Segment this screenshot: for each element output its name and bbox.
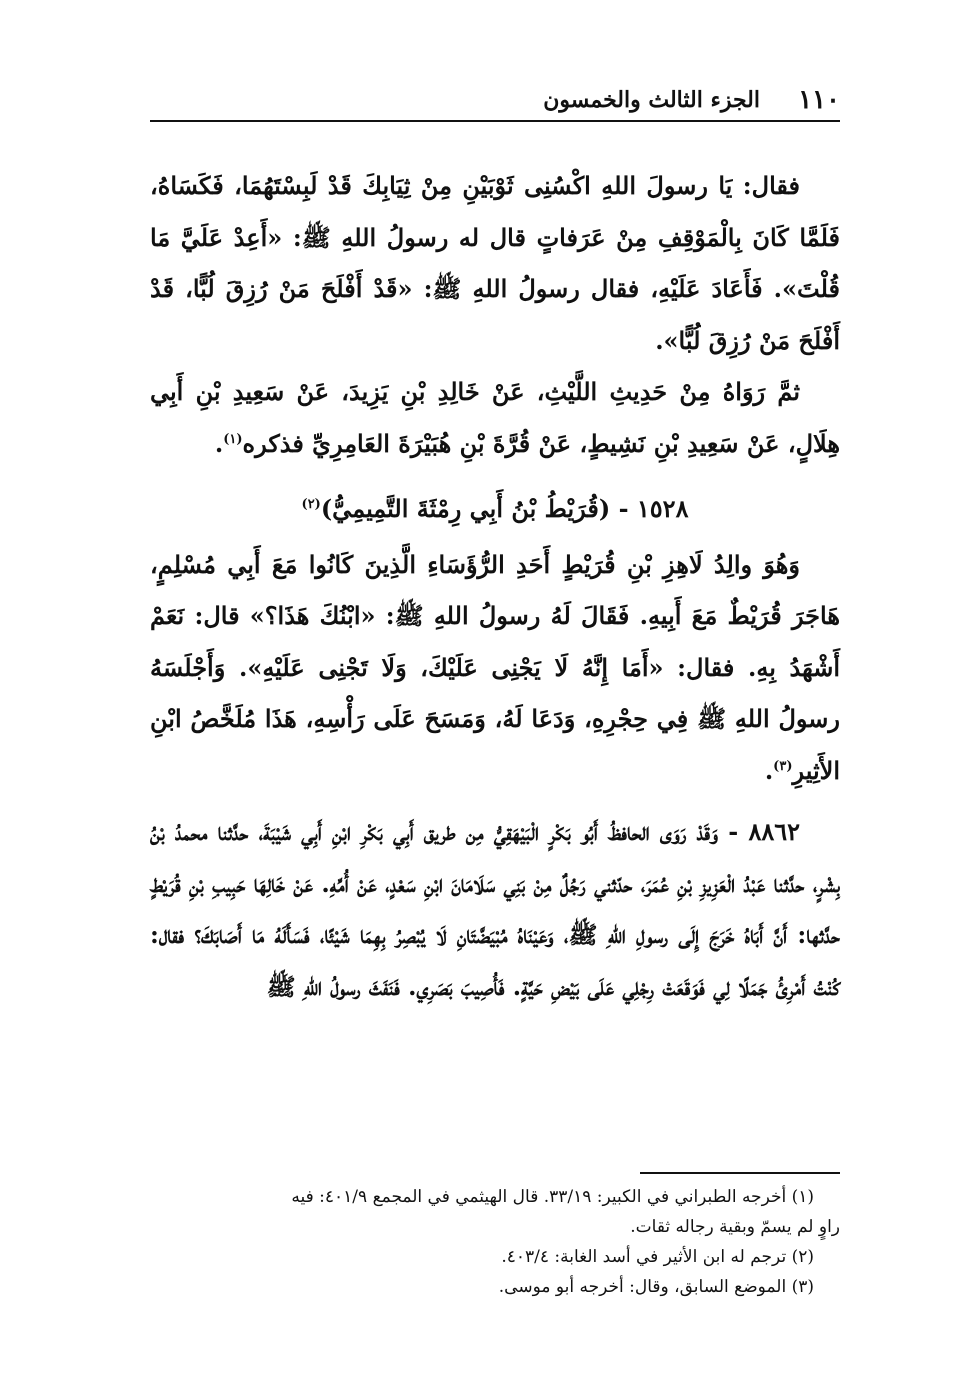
paragraph-2 <box>150 366 840 469</box>
footnote-ref-1: (١) <box>223 431 243 447</box>
running-title: الجزء الثالث والخمسون <box>543 87 760 113</box>
entry-heading-text: ١٥٢٨ - (قُرَيْطُ بْنُ أَبِي رِمْثَةَ التَّمِيمِيُّ) <box>320 494 689 523</box>
footnote-rule <box>640 1172 840 1174</box>
paragraph-3 <box>150 539 840 797</box>
page-header <box>150 82 840 118</box>
footnote-1: (١) أخرجه الطبراني في الكبير: ٣٣/١٩. قال الهيثمي في المجمع ٤٠١/٩: فيه <box>291 1187 814 1207</box>
paragraph-2-end: . <box>214 428 224 458</box>
footnote-3: (٣) الموضع السابق، وقال: أخرجه أبو موسى. <box>498 1277 814 1297</box>
entry-heading <box>150 483 840 535</box>
footnotes <box>150 1182 840 1302</box>
footnote-ref-2: (٢) <box>301 497 321 512</box>
page-number: ١١٠ <box>798 85 840 115</box>
paragraph-1: فقال: يَا رسولَ اللهِ اكْسُنِى ثَوْبَيْنِ مِنْ ثِيَابِكَ قَدْ لَبِسْتَهُمَا، فَكَسَاهُ، فَلَمَّا كَانَ بِالْمَوْقِفِ مِنْ عَرَفاتٍ قال له رسولُ اللهِ ﷺ: «أَعِدْ عَلَيَّ مَا قُلْتَ». فَأَعَادَ عَلَيْهِ، فقال رسولُ اللهِ ﷺ: «قَدْ أَفْلَحَ مَنْ رُزِقَ لُبًّا، قَدْ أَفْلَحَ مَنْ رُزِقَ لُبًّا». <box>150 171 840 355</box>
main-text <box>150 160 840 1012</box>
paragraph-3-text: وَهُوَ والِدُ لَاهِزِ بْنِ قُرَيْطٍ أَحَدِ الرُّؤَسَاءِ الَّذِينَ كَانُوا مَعَ أَبِي مُسْلِمٍ، هَاجَرَ قُرَيْطٌ مَعَ أَبِيهِ. فَقَالَ لَهُ رسولُ اللهِ ﷺ: «ابْنُكَ هَذَا؟» قال: نَعَمْ أَشْهَدُ بِهِ. فقال: «أَمَا إِنَّهُ لَا يَجْنِى عَلَيْكَ، وَلَا تَجْنِى عَلَيْهِ». وَأَجْلَسَهُ رسولُ اللهِ ﷺ فِي حِجْرِهِ، وَدَعَا لَهُ، وَمَسَحَ عَلَى رَأْسِهِ، هَذَا مُلَخَّصُ ابْنِ الأَثِيرِ <box>150 549 840 785</box>
paragraph-gap <box>150 796 840 806</box>
paragraph-4: ٨٨٦٢ - وَقَدْ رَوَى الحافظُ أَبُو بَكْرٍ الْبَيْهَقِيُّ مِن طريق أَبِي بَكْرِ ابْنِ أَبِي شَيْبَةَ، حدَّثنا محمدُ بْنُ بِشْرٍ، حدَّثنا عَبْدُ الْعَزِيزِ بْنِ عُمَرَ، حدّثني رَجُلٌ مِنْ بَنِي سَلَامَانَ ابْنِ سَعْدٍ، عَنْ أُمِّهِ. عَنْ خَالِهَا حَبِيبِ بْنِ قُرَيْطٍ حدَّثها: أَنَّ أَبَاهُ خَرَجَ إِلَى رسولِ اللهِ ﷺ، وَعَيْنَاهُ مُبْيَضَّتَانِ لَا يُبْصِرُ بِهِمَا شَيْئًا، فَسَأَلَهُ مَا أَصَابَكَ؟ فقال: كُنْتُ أَمْرِئُ جَمَلًا لِي فَوَقَعَتْ رِجْلِي عَلَى بَيْضِ حَيَّةٍ. فَأُصِيبَ بَصَرِي. فَنَفَثَ رسولُ اللهِ ﷺ <box>150 817 840 1001</box>
footnote-ref-3: (٣) <box>773 758 793 774</box>
header-rule <box>150 120 840 122</box>
footnote-2: (٢) ترجم له ابن الأثير في أسد الغابة: ٤٠٣/٤. <box>501 1247 814 1267</box>
footnote-1-continuation: راوٍ لم يسمّ وبقية رجاله ثقات. <box>630 1217 840 1237</box>
paragraph-3-end: . <box>764 755 774 785</box>
paragraph-2-text: ثمَّ رَوَاهُ مِنْ حَدِيثِ اللَّيْثِ، عَنْ خَالِدِ بْنِ يَزِيدَ، عَنْ سَعِيدِ بْنِ أَبِي هِلَالٍ، عَنْ سَعِيدِ بْنِ نَشِيطٍ، عَنْ قُرَّةَ بْنِ هُبَيْرَةَ العَامِرِيِّ فذكره <box>150 377 840 458</box>
